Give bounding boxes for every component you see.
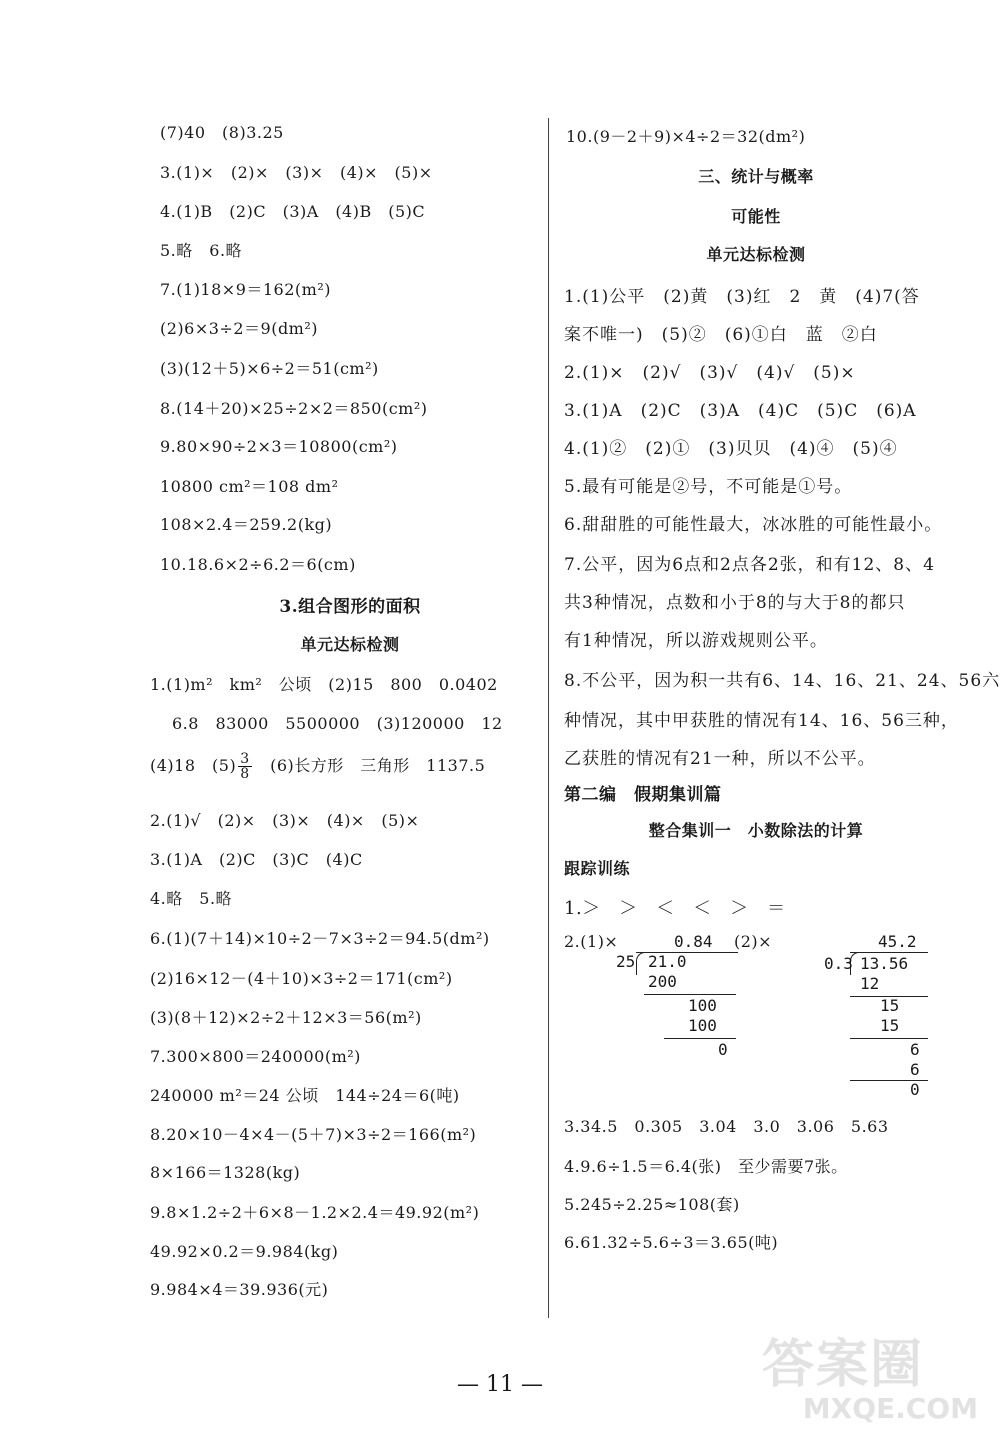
answer-line: 49.92×0.2＝9.984(kg) (150, 1242, 339, 1261)
answer-line: 1.(1)m² km² 公顷 (2)15 800 0.0402 (150, 675, 498, 694)
answer-line: 2.(1)× (2)√ (3)√ (4)√ (5)× (564, 363, 856, 383)
division-quotient: 0.84 (674, 932, 713, 951)
section-subtitle: 单元达标检测 (706, 245, 806, 264)
division-step: 15 (880, 996, 900, 1015)
answer-line: 种情况，其中甲获胜的情况有14、16、56三种， (564, 711, 959, 731)
column-divider (548, 118, 549, 1318)
division-bracket (636, 952, 645, 975)
division-rule (664, 1038, 736, 1039)
answer-line: 7.(1)18×9＝162(m²) (160, 280, 331, 299)
answer-line: (2)6×3÷2＝9(dm²) (160, 319, 319, 338)
division-step: 0 (910, 1080, 920, 1099)
division-quotient: 45.2 (878, 932, 917, 951)
answer-line (150, 752, 485, 781)
answer-line: 6.8 83000 5500000 (3)120000 12 (172, 714, 503, 733)
division-step: 12 (860, 974, 880, 993)
answer-line: 10.(9－2＋9)×4÷2＝32(dm²) (566, 127, 806, 146)
section-subtitle: 单元达标检测 (300, 635, 400, 654)
answer-line: 7.300×800＝240000(m²) (150, 1047, 361, 1066)
section-title: 3.组合图形的面积 (279, 597, 421, 617)
answer-line: 8.不公平，因为积一共有6、14、16、21、24、56六 (564, 671, 1000, 691)
part-title: 第二编 假期集训篇 (564, 785, 722, 805)
answer-line: 5.略 6.略 (160, 241, 243, 260)
answer-line: 9.8×1.2÷2＋6×8－1.2×2.4＝49.92(m²) (150, 1203, 480, 1222)
division-divisor: 0.3 (824, 954, 853, 973)
answer-line: 4.(1)② (2)① (3)贝贝 (4)④ (5)④ (564, 439, 898, 459)
answer-line: 7.公平，因为6点和2点各2张，和有12、8、4 (564, 555, 935, 575)
answer-line: 3.(1)A (2)C (3)A (4)C (5)C (6)A (564, 401, 917, 421)
division-dividend: 13.56 (860, 954, 909, 973)
training-title: 整合集训一 小数除法的计算 (648, 821, 864, 840)
answer-line: 3.(1)A (2)C (3)C (4)C (150, 850, 363, 869)
section-title: 三、统计与概率 (698, 167, 814, 186)
fraction (238, 752, 251, 781)
answer-line: 1.＞ ＞ ＜ ＜ ＞ ＝ (564, 898, 786, 919)
answer-line: 8.20×10－4×4－(5＋7)×3÷2＝166(m²) (150, 1125, 477, 1144)
division-divisor: 25 (616, 952, 636, 971)
answer-line: 9.80×90÷2×3＝10800(cm²) (160, 437, 398, 456)
division-step: 15 (880, 1016, 900, 1035)
fraction-denominator: 8 (240, 766, 250, 782)
answer-line: 共3种情况，点数和小于8的与大于8的都只 (564, 593, 906, 613)
answer-line: 2.(1)× (564, 932, 619, 951)
answer-line: 5.245÷2.25≈108(套) (564, 1195, 740, 1214)
page-number: — 11 — (457, 1372, 543, 1397)
division-step: 6 (910, 1060, 920, 1079)
answer-line: (2)16×12－(4＋10)×3÷2＝171(cm²) (150, 969, 453, 988)
answer-line: 108×2.4＝259.2(kg) (160, 515, 333, 534)
answer-line: 10.18.6×2÷6.2＝6(cm) (160, 555, 356, 574)
tracking-heading: 跟踪训练 (564, 859, 631, 878)
answer-line: 有1种情况，所以游戏规则公平。 (564, 631, 828, 651)
answer-line: 6.(1)(7＋14)×10÷2－7×3÷2＝94.5(dm²) (150, 929, 490, 948)
answer-line: (7)40 (8)3.25 (160, 123, 284, 142)
fraction-numerator: 3 (240, 751, 250, 767)
answer-line: 240000 m²＝24 公顷 144÷24＝6(吨) (150, 1086, 460, 1105)
answer-line: 案不唯一) (5)② (6)①白 蓝 ②白 (564, 325, 878, 345)
division-step: 0 (718, 1040, 728, 1059)
answer-line: 6.甜甜胜的可能性最大，冰冰胜的可能性最小。 (564, 515, 943, 535)
answer-line: (3)(8＋12)×2÷2＋12×3＝56(m²) (150, 1008, 422, 1027)
division-step: 100 (688, 1016, 717, 1035)
division-step: 200 (648, 972, 677, 991)
answer-line: 6.61.32÷5.6÷3＝3.65(吨) (564, 1233, 779, 1252)
answer-line: (2)× (734, 932, 773, 951)
answer-line: 5.最有可能是②号，不可能是①号。 (564, 477, 853, 497)
division-bar (850, 952, 928, 953)
answer-line: 4.(1)B (2)C (3)A (4)B (5)C (160, 202, 426, 221)
answer-line: 2.(1)√ (2)× (3)× (4)× (5)× (150, 811, 420, 830)
answer-line: 9.984×4＝39.936(元) (150, 1280, 329, 1299)
answer-line: 4.略 5.略 (150, 889, 233, 908)
answer-line: 8.(14＋20)×25÷2×2＝850(cm²) (160, 399, 428, 418)
division-rule (850, 1038, 928, 1039)
division-step: 100 (688, 996, 717, 1015)
section-subtitle: 可能性 (731, 207, 781, 226)
answer-line: 3.(1)× (2)× (3)× (4)× (5)× (160, 163, 433, 182)
watermark-url: MXQE.COM (802, 1392, 978, 1425)
answer-line: 3.34.5 0.305 3.04 3.0 3.06 5.63 (564, 1117, 889, 1136)
answer-text: (6)长方形 三角形 1137.5 (253, 756, 486, 775)
answer-line: 10800 cm²＝108 dm² (160, 477, 339, 496)
answer-line: (3)(12＋5)×6÷2＝51(cm²) (160, 359, 379, 378)
division-dividend: 21.0 (648, 952, 687, 971)
answer-line: 乙获胜的情况有21一种，所以不公平。 (564, 749, 876, 769)
answer-line: 1.(1)公平 (2)黄 (3)红 2 黄 (4)7(答 (564, 287, 920, 307)
division-step: 6 (910, 1040, 920, 1059)
watermark-logo: 答案圈 (762, 1335, 925, 1395)
answer-text: (4)18 (5) (150, 756, 237, 775)
answer-line: 4.9.6÷1.5＝6.4(张) 至少需要7张。 (564, 1157, 848, 1176)
answer-line: 8×166＝1328(kg) (150, 1163, 301, 1182)
division-rule (644, 994, 736, 995)
